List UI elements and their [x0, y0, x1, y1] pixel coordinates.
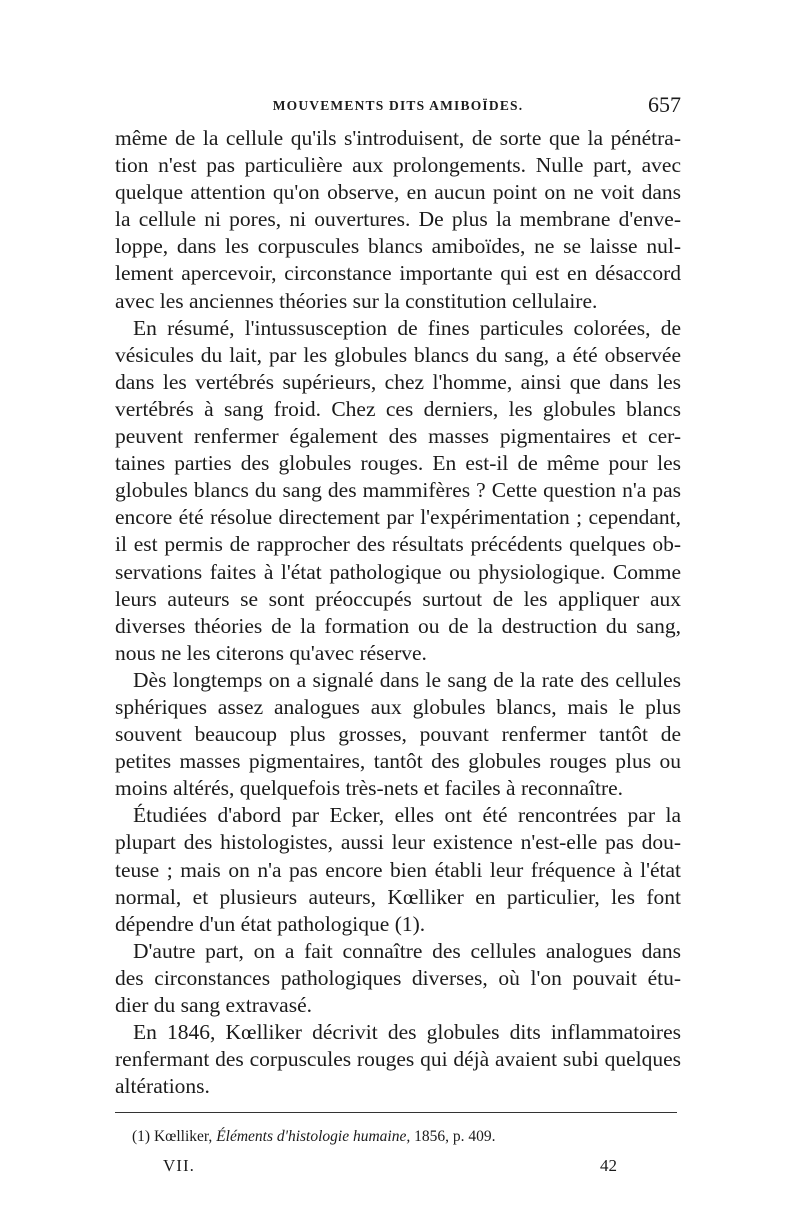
footnote-author: Kœlliker,: [153, 1128, 213, 1145]
text-line: diverses théories de la formation ou de la destruction du sang,: [115, 613, 681, 638]
paragraph-start: D'autre part, on a fait connaître des cellules analogues dans: [133, 938, 681, 963]
text-line: sphériques assez analogues aux globules blancs, mais le plus: [115, 694, 681, 719]
footnote-rule: [115, 1112, 677, 1113]
paragraph-start: En 1846, Kœlliker décrivit des globules dits inflammatoires: [133, 1020, 681, 1045]
text-line: vertébrés à sang froid. Chez ces derniers, les globules blancs: [115, 396, 681, 421]
text-line: leurs auteurs se sont préoccupés surtout de les appliquer aux: [115, 586, 681, 611]
text-line: il est permis de rapprocher des résultats précédents quelques ob-: [115, 532, 681, 557]
running-title: MOUVEMENTS DITS AMIBOÏDES.: [272, 98, 524, 113]
text-line: loppe, dans les corpuscules blancs amiboïdes, ne se laisse nul-: [115, 234, 681, 259]
page-header: [115, 92, 681, 122]
signature-number: 42: [600, 1156, 617, 1175]
text-line: des circonstances pathologiques diverses, où l'on pouvait étu-: [115, 965, 681, 990]
text-line: la cellule ni pores, ni ouvertures. De plus la membrane d'enve-: [115, 207, 681, 232]
footnote: [132, 1128, 495, 1146]
text-line: plupart des histologistes, aussi leur existence n'est-elle pas dou-: [115, 830, 681, 855]
body-text: [115, 125, 681, 1100]
footnote-title: Éléments d'histologie humaine,: [216, 1128, 411, 1145]
text-line: servations faites à l'état pathologique ou physiologique. Comme: [115, 559, 681, 584]
text-line: vésicules du lait, par les globules blancs du sang, a été observée: [115, 342, 681, 367]
text-line: avec les anciennes théories sur la constitution cellulaire.: [115, 288, 598, 313]
text-line: altérations.: [115, 1074, 210, 1099]
text-line: dans les vertébrés supérieurs, chez l'homme, ainsi que dans les: [115, 369, 681, 394]
text-line: globules blancs du sang des mammifères ? Cette question n'a pas: [115, 478, 681, 503]
paragraph-start: Dès longtemps on a signalé dans le sang de la rate des cellules: [133, 667, 681, 692]
text-line: normal, et plusieurs auteurs, Kœlliker en particulier, les font: [115, 884, 681, 909]
text-line: moins altérés, quelquefois très-nets et faciles à reconnaître.: [115, 776, 624, 801]
text-line: lement apercevoir, circonstance importante qui est en désaccord: [115, 261, 681, 286]
paragraph-start: En résumé, l'intussusception de fines particules colorées, de: [133, 315, 681, 340]
text-line: dépendre d'un état pathologique (1).: [115, 911, 426, 936]
text-line: tion n'est pas particulière aux prolongements. Nulle part, avec: [115, 153, 681, 178]
text-line: peuvent renfermer également des masses pigmentaires et cer-: [115, 424, 681, 449]
footnote-details: 1856, p. 409.: [414, 1128, 496, 1145]
text-line: encore été résolue directement par l'expérimentation ; cependant,: [115, 505, 681, 530]
paragraph-start: Étudiées d'abord par Ecker, elles ont été rencontrées par la: [133, 803, 681, 828]
text-line: teuse ; mais on n'a pas encore bien établi leur fréquence à l'état: [115, 857, 681, 882]
footnote-marker: (1): [132, 1128, 151, 1145]
text-line: quelque attention qu'on observe, en aucun point on ne voit dans: [115, 180, 681, 205]
text-line: dier du sang extravasé.: [115, 993, 313, 1017]
text-line: même de la cellule qu'ils s'introduisent, de sorte que la pénétra-: [115, 126, 681, 150]
text-line: renfermant des corpuscules rouges qui déjà avaient subi quelques: [115, 1047, 681, 1072]
text-line: petites masses pigmentaires, tantôt des globules rouges plus ou: [115, 749, 681, 774]
text-line: souvent beaucoup plus grosses, pouvant renfermer tantôt de: [115, 722, 681, 747]
page-number: 657: [648, 92, 681, 117]
signature-volume: VII.: [163, 1156, 195, 1175]
text-line: taines parties des globules rouges. En est-il de même pour les: [115, 451, 681, 476]
text-line: nous ne les citerons qu'avec réserve.: [115, 640, 427, 665]
